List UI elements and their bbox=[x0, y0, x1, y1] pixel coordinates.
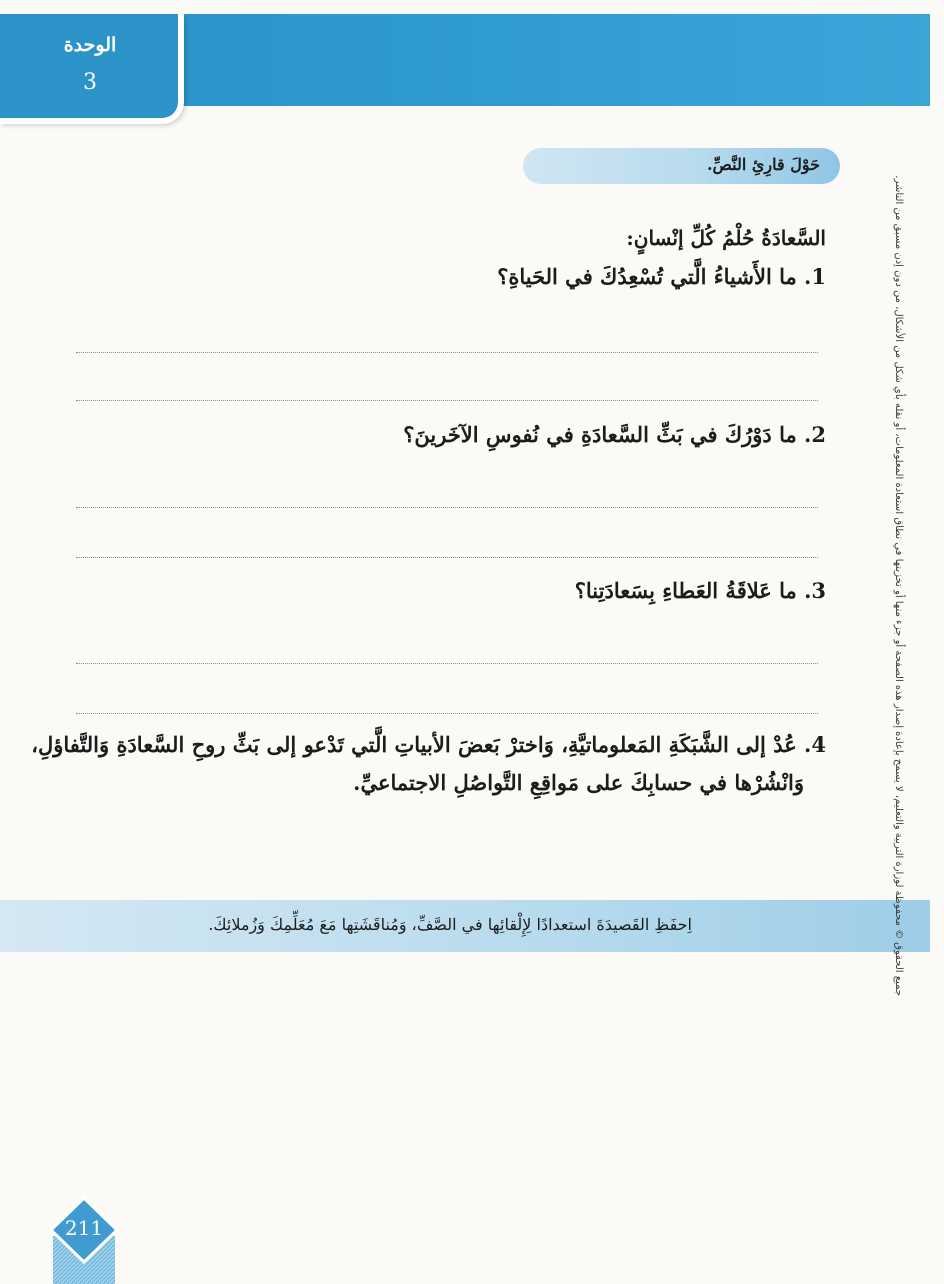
unit-tab bbox=[0, 14, 184, 124]
answer-line[interactable] bbox=[76, 663, 818, 664]
footer-instruction-band bbox=[0, 900, 930, 952]
page-number: 211 bbox=[64, 1216, 104, 1240]
question-4-line-2: وَانْشُرْها في حسابِكَ على مَواقِعِ التَّواصُلِ الاجتماعيِّ. bbox=[353, 770, 804, 795]
question-2: 2. ما دَوْرُكَ في بَثِّ السَّعادَةِ في نُفوسِ الآخَرينَ؟ bbox=[403, 422, 826, 447]
answer-line[interactable] bbox=[76, 557, 818, 558]
answer-line[interactable] bbox=[76, 713, 818, 714]
question-4-line-1: 4. عُدْ إلى الشَّبَكَةِ المَعلوماتيَّةِ، وَاخترْ بَعضَ الأبياتِ الَّتي تَدْعو إلى بَثِّ روحِ السَّعادَةِ وَالتَّفاؤلِ، bbox=[31, 732, 826, 757]
intro-text: السَّعادَةُ حُلْمُ كُلِّ إنْسانٍ: bbox=[626, 226, 826, 250]
answer-line[interactable] bbox=[76, 352, 818, 353]
section-heading bbox=[523, 148, 840, 184]
unit-label: الوحدة bbox=[63, 34, 117, 56]
unit-number: 3 bbox=[83, 70, 97, 95]
section-title: حَوْلَ قارِئِ النَّصِّ. bbox=[706, 155, 820, 174]
question-1: 1. ما الأَشياءُ الَّتي تُسْعِدُكَ في الحَياةِ؟ bbox=[497, 264, 826, 289]
answer-line[interactable] bbox=[76, 400, 818, 401]
copyright-note: جميع الحقوق © محفوظة لوزارة التربية والتعليم، لا يسمح بإعادة إصدار هذه الصفحة أو جزء منها أو تخزينها في نطاق استعادة المعلومات، أو نقله بأي شكل من الأشكال، من دون إذن مسبق من الناشر. bbox=[893, 175, 904, 996]
footer-instruction: اِحفَظِ القَصيدَةَ استعدادًا لِإِلْقائِها في الصَّفِّ، وَمُناقَشَتِها مَعَ مُعَلِّمِكَ وَزُملائِكَ. bbox=[208, 915, 692, 934]
answer-line[interactable] bbox=[76, 507, 818, 508]
question-3: 3. ما عَلاقَةُ العَطاءِ بِسَعادَتِنا؟ bbox=[574, 578, 826, 603]
page-number-badge bbox=[47, 1196, 121, 1284]
